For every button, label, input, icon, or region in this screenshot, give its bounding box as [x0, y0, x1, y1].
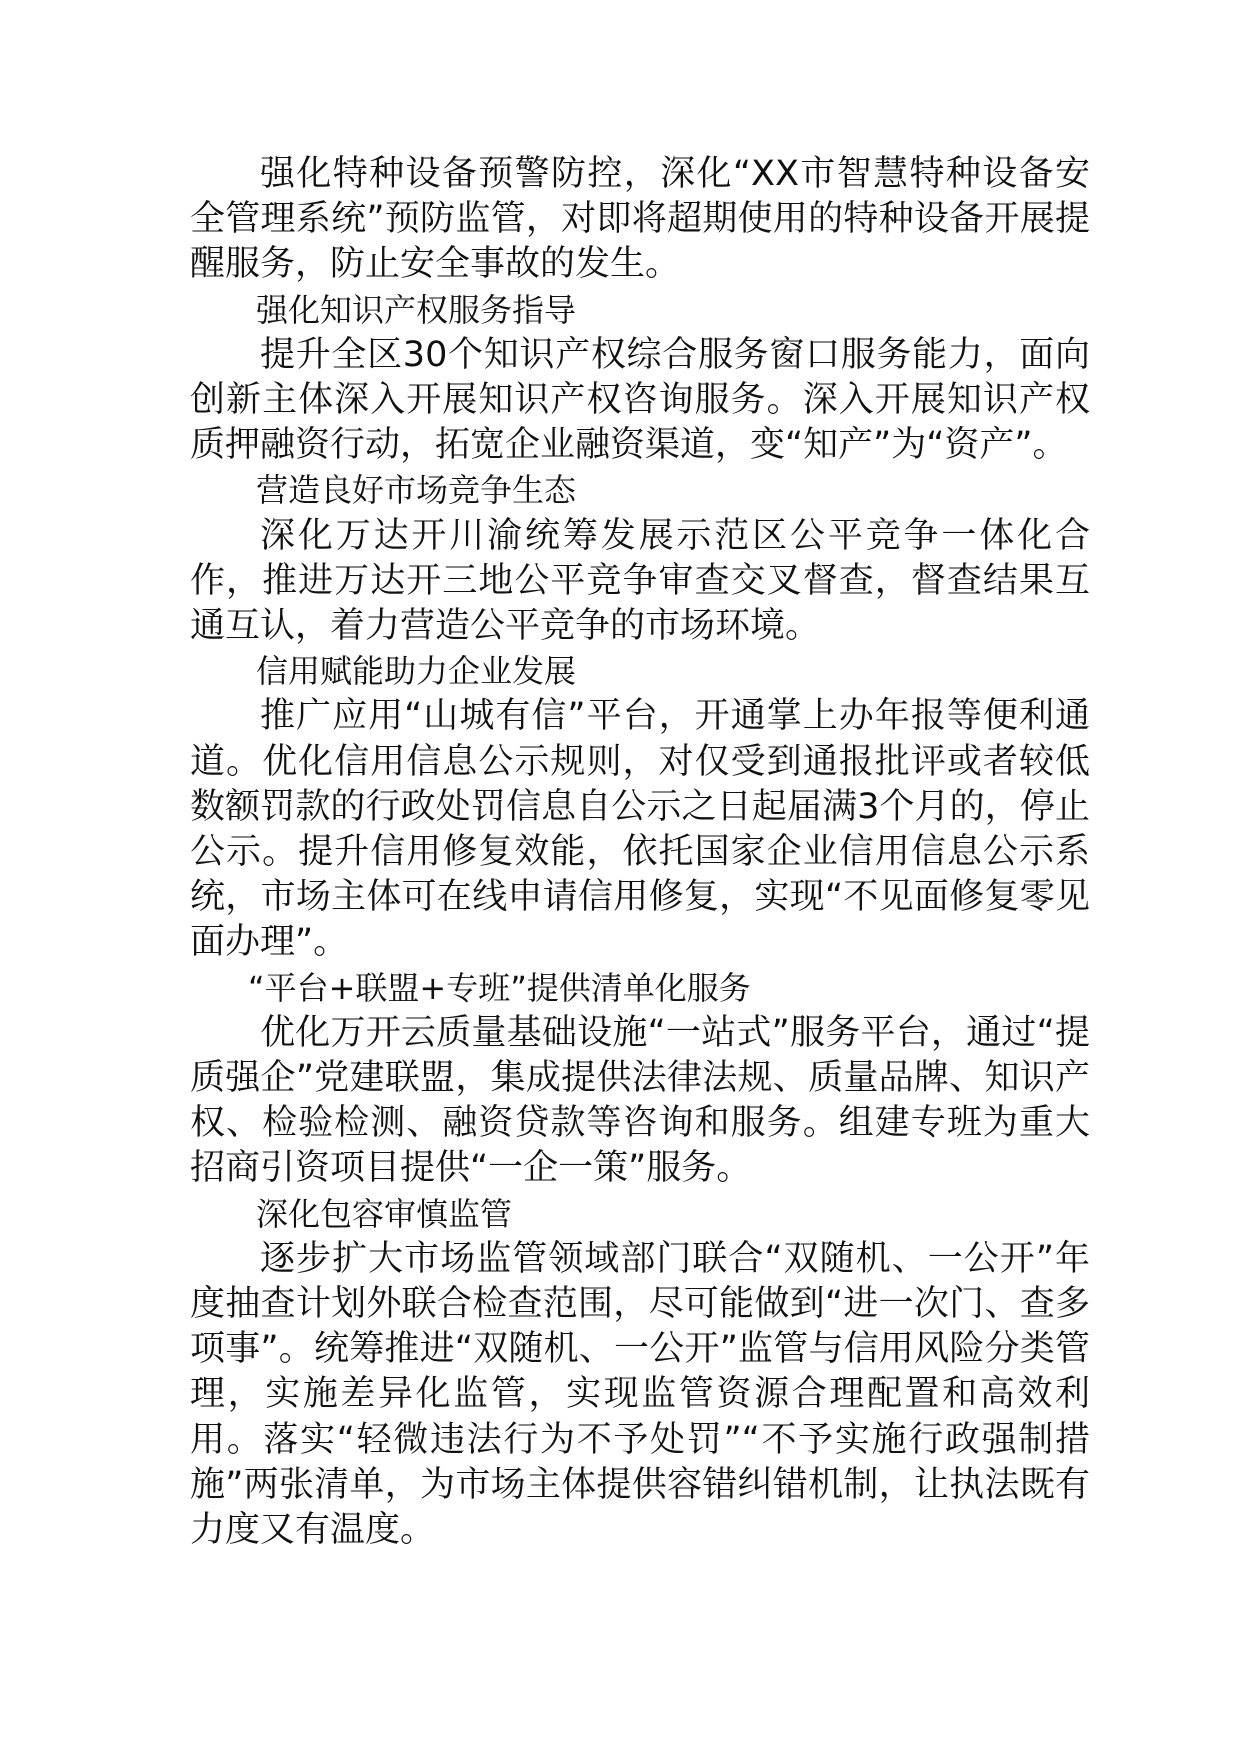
heading-inclusive-supervision: 深化包容审慎监管 [256, 1194, 513, 1233]
paragraph-credit: 推广应用“山城有信”平台，开通掌上办年报等便利通道。优化信用信息公示规则，对仅受到通报批评或者较低数额罚款的行政处罚信息自公示之日起届满3个月的，停止公示。提升信用修复效能，依托国家企业信用信息公示系统，市场主体可在线申请信用修复，实现“不见面修复零见面办理”。 [190, 696, 1090, 963]
paragraph-market-competition: 深化万达开川渝统筹发展示范区公平竞争一体化合作，推进万达开三地公平竞争审查交叉督查，督查结果互通互认，着力营造公平竞争的市场环境。 [190, 515, 1090, 647]
paragraph-inclusive-supervision: 逐步扩大市场监管领域部门联合“双随机、一公开”年度抽查计划外联合检查范围，尽可能做到“进一次门、查多项事”。统筹推进“双随机、一公开”监管与信用风险分类管理，实施差异化监管，实现监管资源合理配置和高效利用。落实“轻微违法行为不予处罚”“不予实施行政强制措施”两张清单，为市场主体提供容错纠错机制，让执法既有力度又有温度。 [190, 1238, 1090, 1551]
heading-market-competition: 营造良好市场竞争生态 [256, 471, 577, 510]
heading-ip-service: 强化知识产权服务指导 [256, 290, 577, 329]
paragraph-platform-alliance: 优化万开云质量基础设施“一站式”服务平台，通过“提质强企”党建联盟，集成提供法律法规、质量品牌、知识产权、检验检测、融资贷款等咨询和服务。组建专班为重大招商引资项目提供“一企一策”服务。 [190, 1012, 1090, 1189]
paragraph-special-equipment: 强化特种设备预警防控，深化“XX市智慧特种设备安全管理系统”预防监管，对即将超期使用的特种设备开展提醒服务，防止安全事故的发生。 [190, 154, 1090, 285]
document-body [190, 152, 1090, 1553]
heading-platform-alliance: “平台+联盟+专班”提供清单化服务 [248, 968, 751, 1007]
paragraph-ip-service: 提升全区30个知识产权综合服务窗口服务能力，面向创新主体深入开展知识产权咨询服务。深入开展知识产权质押融资行动，拓宽企业融资渠道，变“知产”为“资产”。 [190, 334, 1090, 466]
heading-credit: 信用赋能助力企业发展 [256, 652, 577, 691]
